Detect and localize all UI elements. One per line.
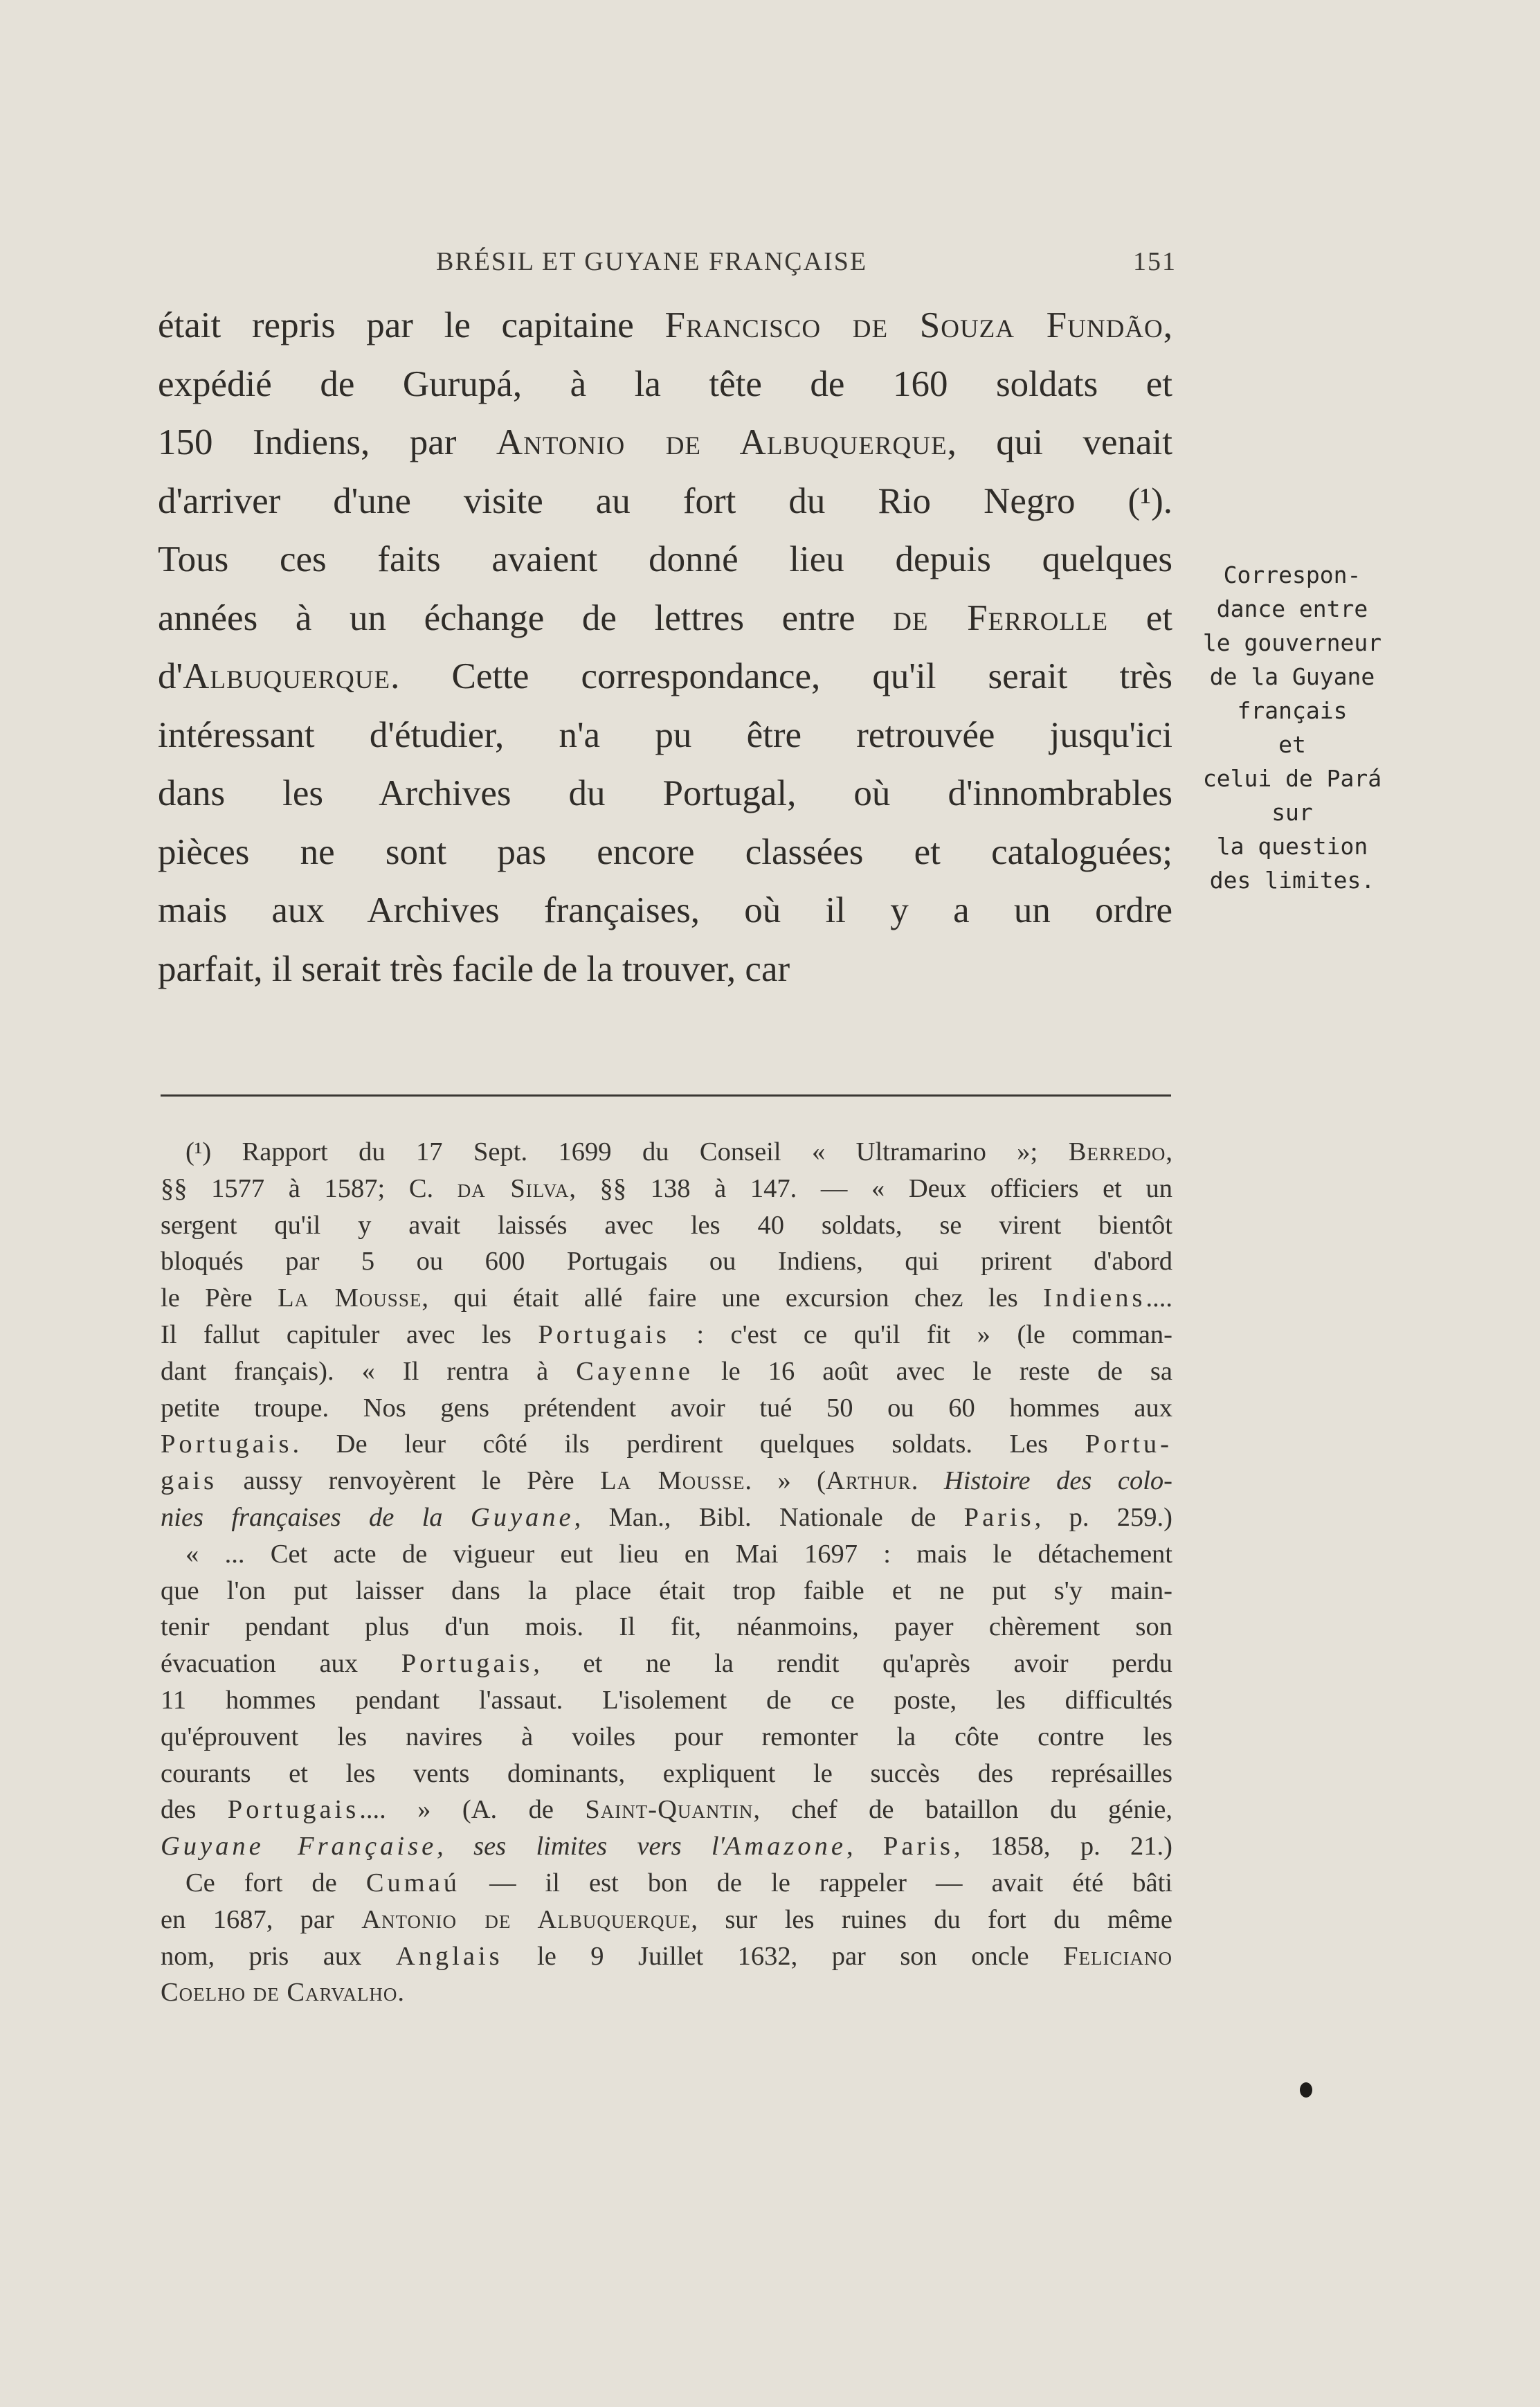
text-run: , [1166, 1137, 1172, 1166]
footnote-line [161, 1134, 1172, 1171]
margin-note-line: et [1278, 731, 1306, 758]
text-run: le 16 août avec le reste de sa [693, 1356, 1172, 1386]
text-line: mais aux Archives françaises, où il y a un ordre [158, 890, 1172, 930]
text-run: — il est bon de le rappeler — avait été bâti [460, 1868, 1172, 1897]
margin-note-line: Correspon- [1223, 561, 1361, 588]
text-run: des [161, 1795, 228, 1825]
book-title: nies françaises de la [161, 1502, 471, 1532]
margin-note-line: sur [1271, 799, 1313, 826]
footnote-line: 11 hommes pendant l'assaut. L'isolement de ce poste, les difficultés [161, 1685, 1172, 1715]
margin-note-line: celui de Pará [1202, 765, 1382, 792]
text-run: , sur les ruines du fort du même [691, 1904, 1172, 1934]
margin-note-line: le gouverneur [1202, 629, 1382, 656]
footnote-line [161, 1828, 1172, 1865]
spaced-word: Paris [963, 1502, 1035, 1532]
book-title: Guyane Française [161, 1832, 437, 1861]
text-run: Il fallut capituler avec les [161, 1319, 538, 1349]
text-line: parfait, il serait très facile de la trouver, car [158, 948, 790, 989]
person-name: Berredo [1068, 1137, 1166, 1166]
text-run: , p. 259.) [1034, 1502, 1173, 1532]
book-title: Guyane [470, 1502, 574, 1532]
footnote-line [161, 1353, 1172, 1390]
text-run: le 9 Juillet 1632, par son oncle [502, 1941, 1064, 1971]
text-run: d' [158, 656, 183, 696]
footnote-line [161, 1426, 1172, 1463]
page-number: 151 [1133, 247, 1177, 276]
person-name: Saint-Quantin [585, 1795, 754, 1825]
text-run: , chef de bataillon du génie, [753, 1795, 1173, 1825]
footnote-line [161, 1646, 1172, 1682]
text-run: le Père [161, 1283, 278, 1313]
spaced-word: Anglais [395, 1941, 503, 1971]
text-run: dant français). « Il rentra à [161, 1356, 577, 1386]
text-run: était repris par le capitaine [158, 305, 665, 345]
text-run: années à un échange de lettres entre [158, 597, 894, 638]
footnote-line [161, 1463, 1172, 1499]
spaced-word: gais [161, 1466, 218, 1496]
text-run: en 1687, par [161, 1904, 362, 1934]
text-run: : c'est ce qu'il fit » (le comman- [669, 1319, 1172, 1349]
text-run: , §§ 138 à 147. — « Deux officiers et un [569, 1173, 1173, 1203]
person-name: La Mousse [278, 1283, 422, 1313]
footnote-line [161, 1280, 1172, 1317]
text-line: Tous ces faits avaient donné lieu depuis quelques [158, 539, 1172, 579]
text-line: expédié de Gurupá, à la tête de 160 soldats et [158, 363, 1172, 404]
text-run: et [1108, 597, 1173, 638]
running-title: BRÉSIL ET GUYANE FRANÇAISE [436, 247, 868, 276]
text-run: . [911, 1466, 944, 1496]
book-title: Amazone [724, 1832, 847, 1861]
margin-note-line: dance entre [1216, 595, 1368, 622]
person-name: Antonio de Albuquerque [496, 422, 948, 462]
text-run: . Cette correspondance, qu'il serait très [390, 656, 1172, 696]
text-line [158, 296, 1172, 355]
book-title: Histoire des colo- [943, 1466, 1172, 1496]
text-run: nom, pris aux [161, 1941, 396, 1971]
text-run: , et ne la rendit qu'après avoir perdu [533, 1649, 1172, 1679]
footnotes [161, 1134, 1172, 2011]
text-run: , Man., Bibl. Nationale de [574, 1502, 964, 1532]
person-name: Francisco de Souza Fundão [664, 305, 1163, 345]
text-run: , qui était allé faire une excursion chez les [422, 1283, 1044, 1313]
margin-note-line: des limites. [1209, 867, 1375, 894]
footnote-line: que l'on put laisser dans la place était trop faible et ne put s'y main- [161, 1576, 1172, 1605]
text-line [158, 413, 1172, 472]
text-line: d'arriver d'une visite au fort du Rio Negro (¹). [158, 480, 1172, 521]
margin-note-line: de la Guyane [1209, 663, 1375, 690]
person-name: Arthur [826, 1466, 912, 1496]
person-name: La Mousse [600, 1466, 745, 1496]
footnote-line: petite troupe. Nos gens prétendent avoir tué 50 ou 60 hommes aux [161, 1393, 1172, 1423]
text-line [158, 647, 1172, 706]
text-run: 150 Indiens, par [158, 422, 496, 462]
spaced-word: Indiens [1043, 1283, 1146, 1313]
footnote-line: tenir pendant plus d'un mois. Il fit, néanmoins, payer chèrement son [161, 1612, 1172, 1642]
text-run: , [846, 1832, 883, 1861]
text-run: . » ( [745, 1466, 826, 1496]
footnote-line [161, 1171, 1172, 1207]
spaced-word: Portugais [161, 1430, 293, 1459]
footnote-line: « ... Cet acte de vigueur eut lieu en Mai 1697 : mais le détachement [185, 1539, 1172, 1569]
margin-note [1178, 558, 1406, 897]
person-name: de Ferrolle [893, 597, 1109, 638]
footnote-line: qu'éprouvent les navires à voiles pour remonter la côte contre les [161, 1722, 1172, 1751]
main-text [158, 296, 1172, 998]
text-run: aussy renvoyèrent le Père [217, 1466, 601, 1496]
margin-note-line: la question [1216, 833, 1368, 860]
book-title: , ses limites vers l' [437, 1832, 725, 1861]
ink-dot-mark [1300, 2082, 1312, 2098]
person-name: Albuquerque [183, 656, 391, 696]
text-line [158, 589, 1172, 648]
footnote-line: courants et les vents dominants, expliquent le succès des représailles [161, 1758, 1172, 1788]
text-run: .... [1145, 1283, 1172, 1313]
person-name: Antonio de Albuquerque [361, 1904, 691, 1934]
footnote-line: sergent qu'il y avait laissés avec les 40 soldats, se virent bientôt [161, 1210, 1172, 1240]
spaced-word: Portugais [538, 1319, 670, 1349]
footnote-line: bloqués par 5 ou 600 Portugais ou Indiens, qui prirent d'abord [161, 1247, 1172, 1277]
footnote-line [161, 1499, 1172, 1536]
text-run: §§ 1577 à 1587; C. [161, 1173, 458, 1203]
person-name: Feliciano [1063, 1941, 1172, 1971]
text-line: intéressant d'étudier, n'a pu être retrouvée jusqu'ici [158, 714, 1172, 755]
text-run: , 1858, p. 21.) [953, 1832, 1172, 1861]
footnote-line [161, 1317, 1172, 1353]
spaced-word: Paris [882, 1832, 954, 1861]
footnote-line: Coelho de Carvalho. [161, 1978, 406, 2008]
spaced-word: Portugais [401, 1649, 534, 1679]
footnote-line [161, 1902, 1172, 1938]
text-run: , qui venait [947, 422, 1172, 462]
text-run: , [1163, 305, 1172, 345]
person-name: da Silva [457, 1173, 570, 1203]
footnote-line [161, 1792, 1172, 1828]
footnote-divider [161, 1094, 1171, 1097]
spaced-word: Portu- [1085, 1430, 1172, 1459]
footnote-line [161, 1938, 1172, 1975]
text-run: Ce fort de [185, 1868, 366, 1897]
footnote-line [161, 1865, 1172, 1902]
running-header [388, 246, 1177, 288]
spaced-word: Cayenne [576, 1356, 694, 1386]
text-run: .... » (A. de [359, 1795, 586, 1825]
margin-note-line: français [1237, 697, 1348, 724]
text-run: . De leur côté ils perdirent quelques soldats. Les [292, 1430, 1085, 1459]
text-run: évacuation aux [161, 1649, 401, 1679]
text-run: (¹) Rapport du 17 Sept. 1699 du Conseil « Ultramarino »; [185, 1137, 1069, 1166]
spaced-word: Portugais [227, 1795, 360, 1825]
spaced-word: Cumaú [365, 1868, 461, 1897]
text-line: pièces ne sont pas encore classées et cataloguées; [158, 831, 1172, 872]
text-line: dans les Archives du Portugal, où d'innombrables [158, 773, 1172, 813]
